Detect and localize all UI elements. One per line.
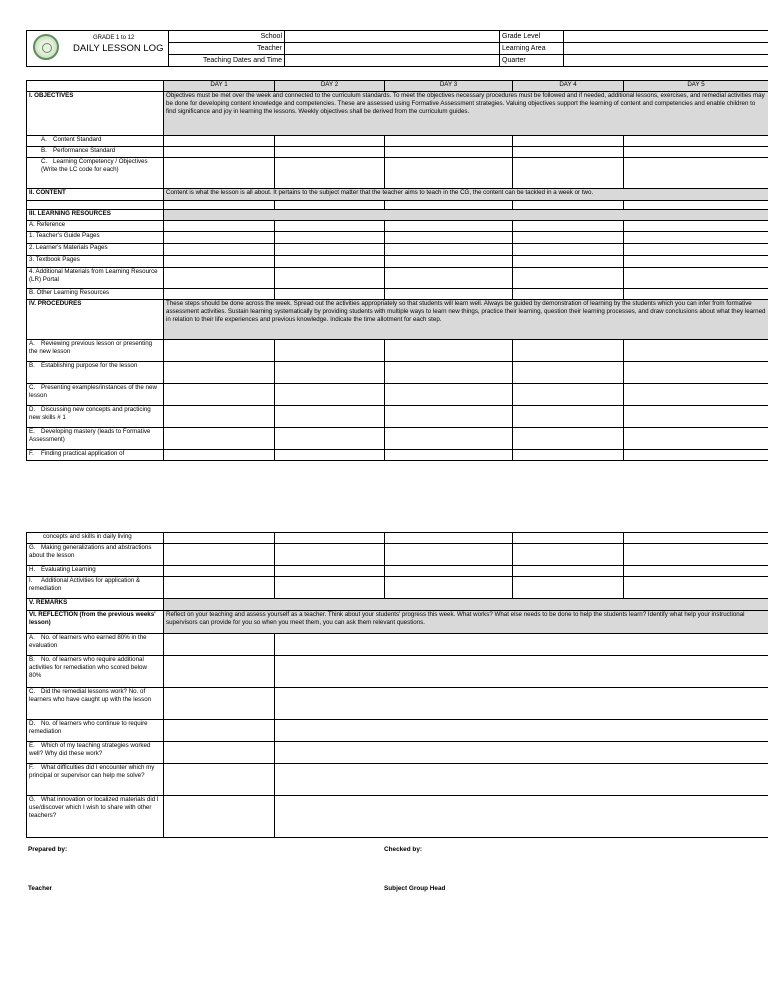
cell[interactable]: [164, 577, 275, 599]
remarks-fill: [164, 599, 768, 611]
cell[interactable]: [275, 147, 385, 158]
cell[interactable]: [275, 533, 385, 544]
cell[interactable]: [513, 428, 624, 450]
cell[interactable]: [164, 544, 275, 566]
cell[interactable]: [513, 544, 624, 566]
cell[interactable]: [513, 577, 624, 599]
group-head-signature-label: Subject Group Head: [384, 885, 446, 892]
proc-f-continued: concepts and skills in daily living: [27, 533, 164, 544]
competency-note: (Write the LC code for each): [41, 165, 119, 173]
teacher-field[interactable]: [285, 43, 500, 55]
cell[interactable]: [385, 158, 513, 189]
cell[interactable]: [385, 256, 513, 268]
cell[interactable]: [164, 244, 275, 256]
performance-standard-row: B. Performance Standard: [27, 147, 164, 158]
textbook-label: 3. Textbook Pages: [27, 256, 164, 268]
ref-g-row: G. What innovation or localized materials did I use/discover which I wish to share with other teachers?: [27, 796, 164, 838]
teacher-label: Teacher: [169, 43, 285, 55]
cell[interactable]: [164, 656, 275, 688]
cell[interactable]: [164, 268, 275, 289]
ref-b-row: B. No. of learners who require additional activities for remediation who scored below 80%: [27, 656, 164, 688]
cell[interactable]: [164, 406, 275, 428]
cell[interactable]: [624, 289, 768, 300]
ref-e-row: E. Which of my teaching strategies worked well? Why did these work?: [27, 742, 164, 764]
cell[interactable]: [275, 577, 385, 599]
dates-label: Teaching Dates and Time: [169, 55, 285, 67]
cell[interactable]: [624, 533, 768, 544]
cell[interactable]: [164, 764, 275, 796]
proc-d-row: D. Discussing new concepts and practicing new skills # 1: [27, 406, 164, 428]
resources-fill: [164, 210, 768, 221]
reflection-note: Reflect on your teaching and assess yourself as a teacher. Think about your students' progress this week. What works? What else needs to be done to help the students learn? Identify what help your instructional supervisors can provide for you so when you meet them, you can ask them relevant questions.: [164, 611, 768, 634]
cell[interactable]: [624, 384, 768, 406]
ref-d-row: D. No. of learners who continue to require remediation: [27, 720, 164, 742]
cell[interactable]: [624, 577, 768, 599]
proc-a-row: A. Reviewing previous lesson or presenting the new lesson: [27, 340, 164, 362]
cell[interactable]: [624, 406, 768, 428]
grade-level-label: Grade Level: [500, 31, 564, 43]
cell[interactable]: [624, 256, 768, 268]
cell[interactable]: [513, 362, 624, 384]
cell[interactable]: [624, 450, 768, 461]
cell[interactable]: [513, 147, 624, 158]
cell[interactable]: [164, 136, 275, 147]
cell[interactable]: [385, 136, 513, 147]
cell[interactable]: [385, 577, 513, 599]
cell[interactable]: [275, 289, 385, 300]
cell[interactable]: [385, 201, 513, 210]
cell[interactable]: [275, 158, 385, 189]
cell[interactable]: [385, 362, 513, 384]
cell[interactable]: [385, 566, 513, 577]
remarks-heading: V. REMARKS: [27, 599, 164, 611]
reflection-heading: VI. REFLECTION (from the previous weeks' lesson): [27, 611, 164, 634]
cell[interactable]: [275, 362, 385, 384]
cell[interactable]: [385, 289, 513, 300]
cell[interactable]: [164, 289, 275, 300]
cell[interactable]: [624, 268, 768, 289]
quarter-field[interactable]: [564, 55, 768, 67]
cell[interactable]: [164, 158, 275, 189]
cell[interactable]: [624, 340, 768, 362]
cell[interactable]: [164, 256, 275, 268]
cell[interactable]: [275, 656, 768, 688]
cell[interactable]: [513, 256, 624, 268]
ref-f-row: F. What difficulties did I encounter which my principal or supervisor can help me solve?: [27, 764, 164, 796]
cell-blank: [27, 201, 164, 210]
cell[interactable]: [164, 384, 275, 406]
cell[interactable]: [385, 147, 513, 158]
cell[interactable]: [275, 634, 768, 656]
dates-field[interactable]: [285, 55, 500, 67]
cell[interactable]: [164, 428, 275, 450]
cell[interactable]: [164, 720, 275, 742]
objectives-heading: I. OBJECTIVES: [27, 92, 164, 136]
cell[interactable]: [513, 450, 624, 461]
cell[interactable]: [275, 544, 385, 566]
cell[interactable]: [275, 450, 385, 461]
cell[interactable]: [385, 232, 513, 244]
cell[interactable]: [275, 796, 768, 838]
cell[interactable]: [385, 406, 513, 428]
cell[interactable]: [513, 221, 624, 232]
cell[interactable]: [624, 147, 768, 158]
checked-by-label: Checked by:: [384, 846, 423, 853]
cell[interactable]: [624, 221, 768, 232]
day-2-header: DAY 2: [275, 81, 385, 92]
other-resources-label: B. Other Learning Resources: [27, 289, 164, 300]
proc-i-row: I. Additional Activities for application & remediation: [27, 577, 164, 599]
lesson-log-table-continued: [26, 532, 768, 838]
cell[interactable]: [624, 201, 768, 210]
cell[interactable]: [275, 232, 385, 244]
prepared-by-label: Prepared by:: [28, 846, 68, 853]
cell[interactable]: [624, 544, 768, 566]
header-logo-cell: [27, 31, 169, 67]
objectives-note: Objectives must be met over the week and connected to the curriculum standards. To meet the objectives necessary procedures must be followed and if needed, additional lessons, exercises, and remedial activities may be done for developing content knowledge and competencies. These are assessed using Formative Assessment strategies. Valuing objectives support the learning of content and competencies and enable children to find significance and joy in learning the lessons. Weekly objectives shall be derived from the curriculum guides.: [164, 92, 768, 136]
cell[interactable]: [275, 428, 385, 450]
cell[interactable]: [164, 533, 275, 544]
proc-e-row: E. Developing mastery (leads to Formative Assessment): [27, 428, 164, 450]
quarter-label: Quarter: [500, 55, 564, 67]
cell[interactable]: [275, 244, 385, 256]
cell[interactable]: [164, 340, 275, 362]
proc-g-row: G. Making generalizations and abstractions about the lesson: [27, 544, 164, 566]
cell[interactable]: [164, 742, 275, 764]
cell[interactable]: [385, 244, 513, 256]
cell[interactable]: [164, 796, 275, 838]
cell[interactable]: [513, 158, 624, 189]
lesson-log-table: [26, 80, 768, 461]
day-header-blank: [27, 81, 164, 92]
day-5-header: DAY 5: [624, 81, 768, 92]
day-4-header: DAY 4: [513, 81, 624, 92]
cell[interactable]: [513, 232, 624, 244]
cell[interactable]: [164, 201, 275, 210]
cell[interactable]: [385, 544, 513, 566]
cell[interactable]: [164, 147, 275, 158]
ref-c-row: C. Did the remedial lessons work? No. of learners who have caught up with the lesson: [27, 688, 164, 720]
cell[interactable]: [275, 340, 385, 362]
cell[interactable]: [385, 428, 513, 450]
cell[interactable]: [275, 406, 385, 428]
cell[interactable]: [385, 533, 513, 544]
cell[interactable]: [275, 566, 385, 577]
proc-b-row: B. Establishing purpose for the lesson: [27, 362, 164, 384]
cell[interactable]: [385, 384, 513, 406]
cell[interactable]: [624, 566, 768, 577]
cell[interactable]: [624, 232, 768, 244]
proc-h-row: H. Evaluating Learning: [27, 566, 164, 577]
cell[interactable]: [513, 244, 624, 256]
cell[interactable]: [513, 136, 624, 147]
header-table: [26, 30, 768, 67]
cell[interactable]: [624, 244, 768, 256]
reference-label: A. Reference: [27, 221, 164, 232]
procedures-heading: IV. PROCEDURES: [27, 300, 164, 340]
cell[interactable]: [385, 340, 513, 362]
cell[interactable]: [275, 201, 385, 210]
cell[interactable]: [275, 384, 385, 406]
proc-f-row: F. Finding practical application of: [27, 450, 164, 461]
cell[interactable]: [164, 634, 275, 656]
cell[interactable]: [275, 268, 385, 289]
cell[interactable]: [164, 566, 275, 577]
cell[interactable]: [275, 742, 768, 764]
learners-materials-label: 2. Learner's Materials Pages: [27, 244, 164, 256]
cell[interactable]: [164, 232, 275, 244]
cell[interactable]: [385, 450, 513, 461]
learning-area-label: Learning Area: [500, 43, 564, 55]
cell[interactable]: [275, 764, 768, 796]
content-heading: II. CONTENT: [27, 189, 164, 201]
learning-area-field[interactable]: [564, 43, 768, 55]
cell[interactable]: [624, 428, 768, 450]
cell[interactable]: [164, 450, 275, 461]
day-3-header: DAY 3: [385, 81, 513, 92]
cell[interactable]: [513, 340, 624, 362]
cell[interactable]: [513, 201, 624, 210]
proc-c-row: C. Presenting examples/instances of the new lesson: [27, 384, 164, 406]
cell[interactable]: [275, 688, 768, 720]
cell[interactable]: [164, 362, 275, 384]
cell[interactable]: [275, 720, 768, 742]
resources-heading: III. LEARNING RESOURCES: [27, 210, 164, 221]
cell[interactable]: [624, 158, 768, 189]
teachers-guide-label: 1. Teacher's Guide Pages: [27, 232, 164, 244]
cell[interactable]: [275, 256, 385, 268]
cell[interactable]: [513, 566, 624, 577]
cell[interactable]: [513, 289, 624, 300]
grade-level-field[interactable]: [564, 31, 768, 43]
cell[interactable]: [624, 136, 768, 147]
content-note: Content is what the lesson is all about. It pertains to the subject matter that the teacher aims to teach in the CG, the content can be tackled in a week or two.: [164, 189, 768, 201]
cell[interactable]: [164, 688, 275, 720]
content-standard-row: A. Content Standard: [27, 136, 164, 147]
school-label: School: [169, 31, 285, 43]
grade-label: GRADE 1 to 12: [93, 35, 135, 41]
competency-row: C. Learning Competency / Objectives (Write the LC code for each): [27, 158, 164, 189]
cell[interactable]: [624, 362, 768, 384]
cell[interactable]: [275, 136, 385, 147]
cell[interactable]: [275, 221, 385, 232]
document-title: DAILY LESSON LOG: [73, 43, 164, 54]
cell[interactable]: [164, 221, 275, 232]
cell[interactable]: [385, 268, 513, 289]
procedures-note: These steps should be done across the week. Spread out the activities appropriately so that students will learn well. Always be guided by demonstration of learning by the students which you can infer from formative assessment activities. Sustain learning systematically by providing students with multiple ways to learn new things, practice their learning, question their learning processes, and draw conclusions about what they learned in relation to their life experiences and previous knowledge. Indicate the time allotment for each step.: [164, 300, 768, 340]
teacher-signature-label: Teacher: [28, 885, 53, 892]
school-field[interactable]: [285, 31, 500, 43]
additional-materials-label: 4. Additional Materials from Learning Resource (LR) Portal: [27, 268, 164, 289]
day-1-header: DAY 1: [164, 81, 275, 92]
ref-a-row: A. No. of learners who earned 80% in the evaluation: [27, 634, 164, 656]
cell[interactable]: [513, 406, 624, 428]
cell[interactable]: [513, 268, 624, 289]
deped-seal-icon: [33, 34, 59, 60]
cell[interactable]: [513, 533, 624, 544]
cell[interactable]: [385, 221, 513, 232]
cell[interactable]: [513, 384, 624, 406]
